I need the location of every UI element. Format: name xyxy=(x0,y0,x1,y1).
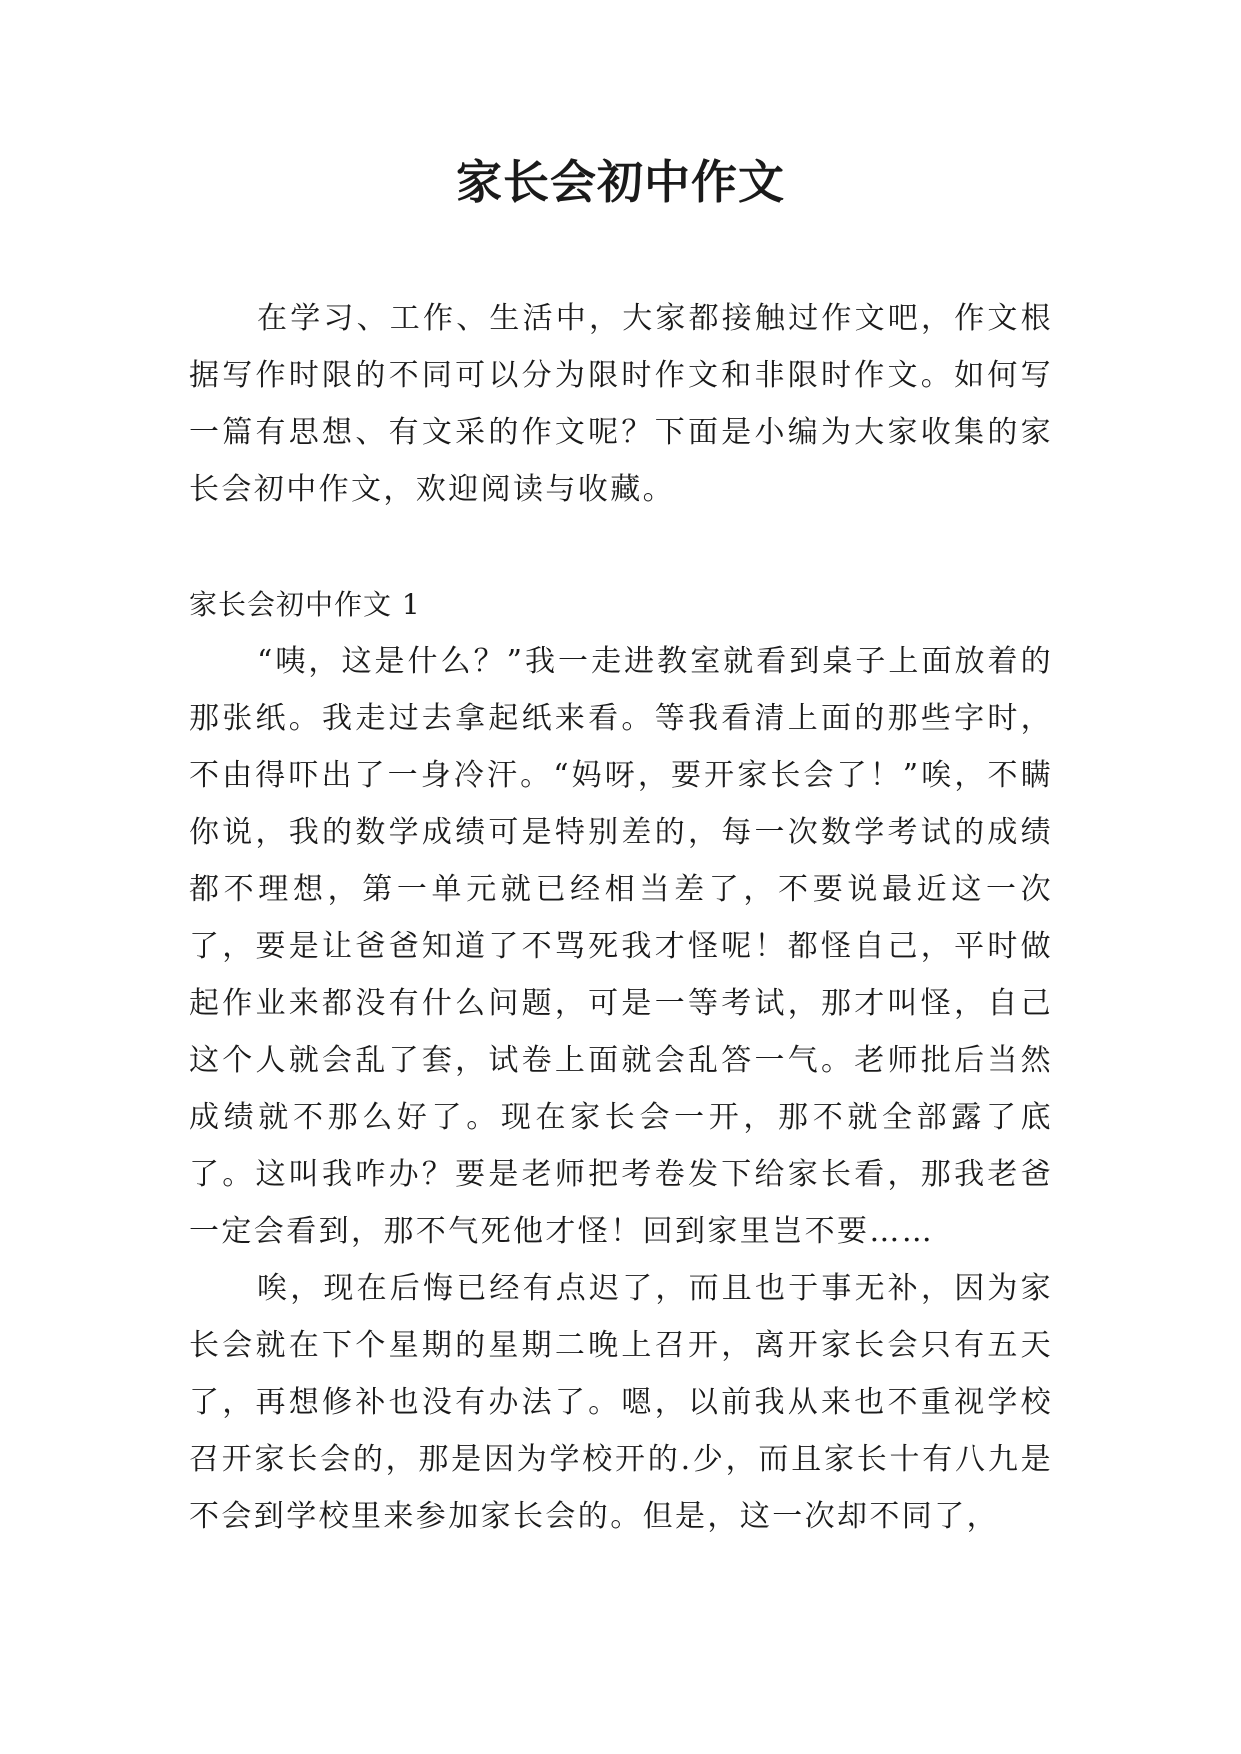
body-paragraph-1: “咦，这是什么？”我一走进教室就看到桌子上面放着的那张纸。我走过去拿起纸来看。等我看清上面的那些字时，不由得吓出了一身冷汗。“妈呀，要开家长会了！”唉，不瞒你说，我的数学成绩可是特别差的，每一次数学考试的成绩都不理想，第一单元就已经相当差了，不要说最近这一次了，要是让爸爸知道了不骂死我才怪呢！都怪自己，平时做起作业来都没有什么问题，可是一等考试，那才叫怪，自己这个人就会乱了套，试卷上面就会乱答一气。老师批后当然成绩就不那么好了。现在家长会一开，那不就全部露了底了。这叫我咋办？要是老师把考卷发下给家长看，那我老爸一定会看到，那不气死他才怪！回到家里岂不要…… xyxy=(189,644,1053,1249)
section-heading: 家长会初中作文 1 xyxy=(189,588,421,621)
intro-paragraph: 在学习、工作、生活中，大家都接触过作文吧，作文根据写作时限的不同可以分为限时作文和非限时作文。如何写一篇有思想、有文采的作文呢？下面是小编为大家收集的家长会初中作文，欢迎阅读与收藏。 xyxy=(189,301,1053,507)
body-paragraph-2: 唉，现在后悔已经有点迟了，而且也于事无补，因为家长会就在下个星期的星期二晚上召开，离开家长会只有五天了，再想修补也没有办法了。嗯，以前我从来也不重视学校召开家长会的，那是因为学校开的.少，而且家长十有八九是不会到学校里来参加家长会的。但是，这一次却不同了， xyxy=(189,1271,1053,1534)
document-title: 家长会初中作文 xyxy=(456,155,785,209)
document-body xyxy=(189,290,1053,1545)
